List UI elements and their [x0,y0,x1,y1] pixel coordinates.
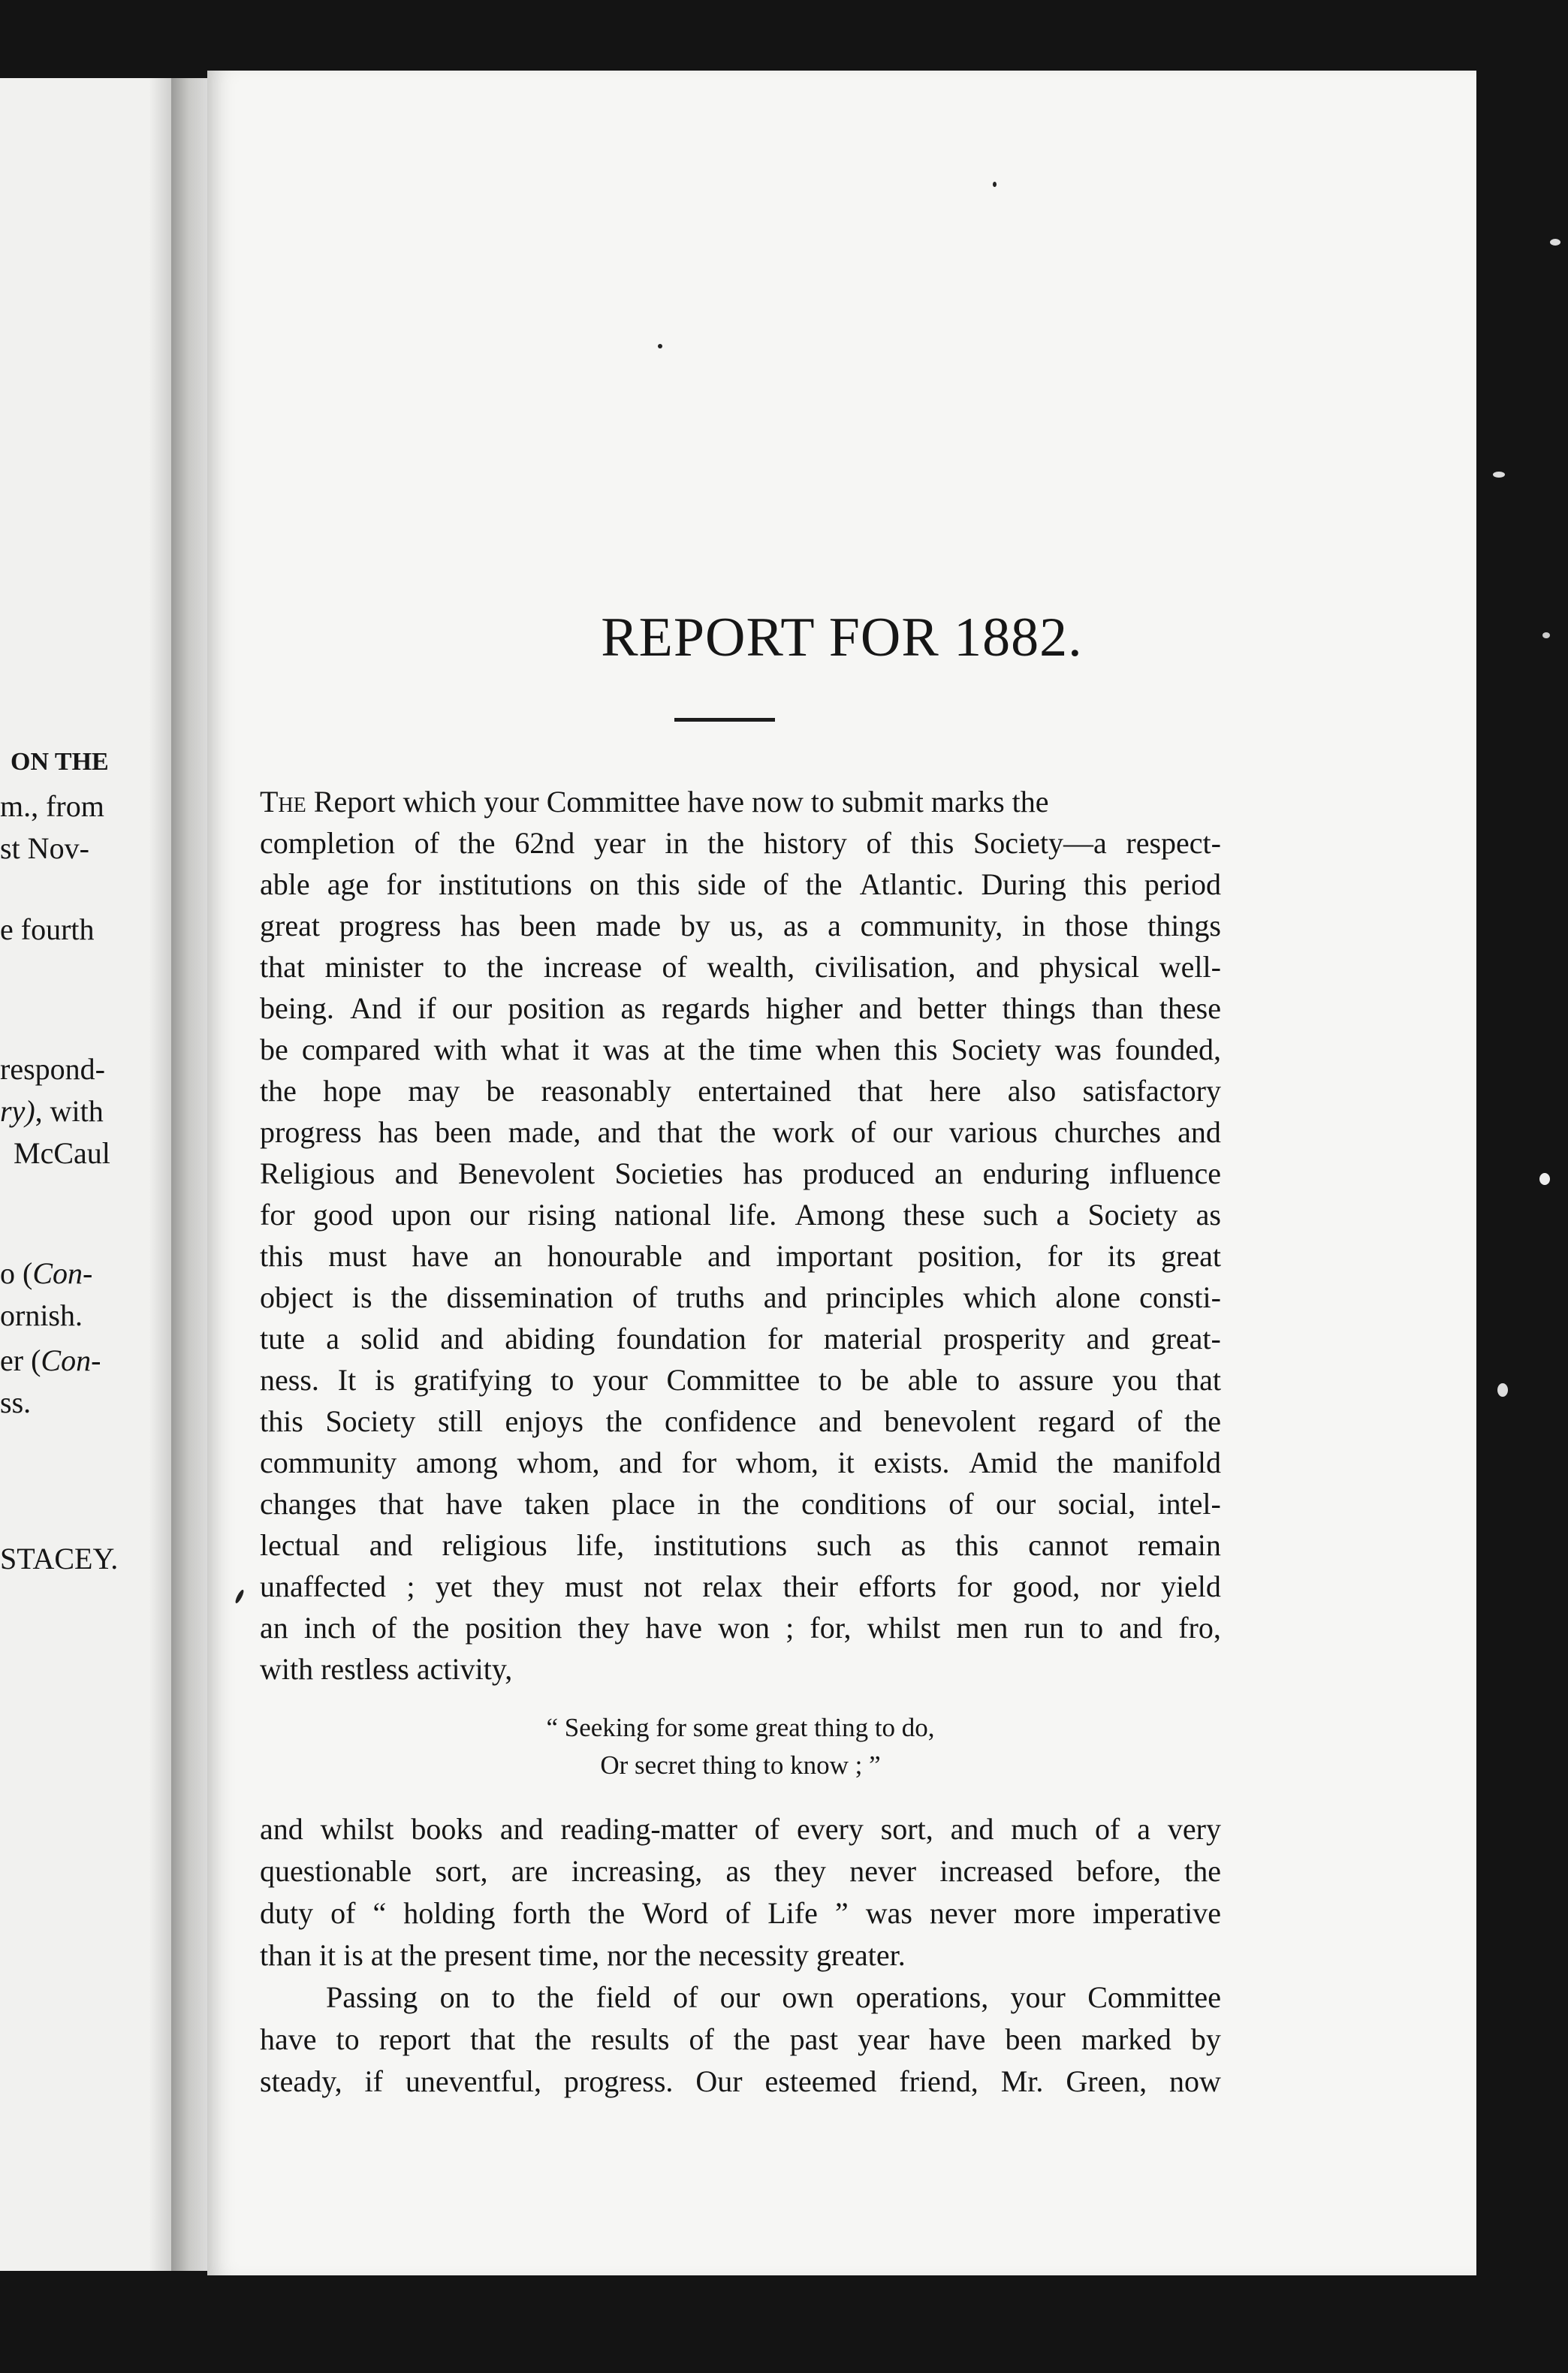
paragraph-2 [260,1808,1221,2103]
paragraph-3-line: have to report that the results of the past year have been marked by [260,2022,1221,2056]
paragraph-2-line: duty of “ holding forth the Word of Life ” was never more imperative [260,1896,1221,1930]
scan-speck [1497,1383,1508,1397]
paragraph-3-line: Passing on to the field of our own operations, your Committee [326,1980,1221,2014]
left-page-line: STACEY. [0,1542,119,1575]
verse-quote [260,1690,1221,1802]
left-page-line: McCaul [14,1136,110,1170]
left-page-line: ON THE [11,748,109,776]
scan-speck [1542,632,1550,638]
paragraph-1-line: this Society still enjoys the confidence and benevolent regard of the [260,1404,1221,1438]
report-body [260,781,1221,2103]
paragraph-1-line: tute a solid and abiding foundation for material prosperity and great- [260,1322,1221,1355]
quote-line-2: Or secret thing to know ; ” [600,1750,881,1780]
left-page-line: e fourth [0,912,95,946]
paragraph-1-line: this must have an honourable and important position, for its great [260,1239,1221,1273]
paragraph-2-line: questionable sort, are increasing, as they never increased before, the [260,1854,1221,1888]
paragraph-3-line: steady, if uneventful, progress. Our esteemed friend, Mr. Green, now [260,2064,1221,2098]
left-page-line: er (Con- [0,1343,101,1377]
paragraph-1-line: changes that have taken place in the conditions of our social, intel- [260,1487,1221,1521]
paragraph-1-line: the hope may be reasonably entertained that here also satisfactory [260,1074,1221,1108]
paragraph-1-line: progress has been made, and that the work of our various churches and [260,1115,1221,1149]
paragraph-2-lines [260,1808,1221,1934]
paragraph-1-line: an inch of the position they have won ; for, whilst men run to and fro, [260,1611,1221,1645]
report-page [207,71,1476,2275]
left-page-line: ry), with [0,1094,104,1128]
paragraph-1-lines [260,822,1221,1648]
scan-speck [1550,239,1560,246]
paragraph-3 [260,1976,1221,2103]
left-page-line: st Nov- [0,831,89,865]
paragraph-1-line: being. And if our position as regards higher and better things than these [260,991,1221,1025]
paragraph-1-line: lectual and religious life, institutions such as this cannot remain [260,1528,1221,1562]
scan-speck [1493,472,1505,478]
paragraph-2-last-line: than it is at the present time, nor the necessity greater. [260,1938,906,1972]
paragraph-1-line-1 [260,781,1221,822]
scan-speck [1539,1173,1550,1185]
book-gutter [171,78,210,2271]
paragraph-1-line: unaffected ; yet they must not relax their efforts for good, nor yield [260,1569,1221,1603]
paragraph-1-line: Religious and Benevolent Societies has produced an enduring influence [260,1156,1221,1190]
paragraph-1-last-line: with restless activity, [260,1652,513,1686]
left-page-line: respond- [0,1052,105,1086]
paragraph-1-line: that minister to the increase of wealth, civilisation, and physical well- [260,950,1221,984]
left-page-line: ss. [0,1386,32,1419]
paragraph-1-line: ness. It is gratifying to your Committee to be able to assure you that [260,1363,1221,1397]
left-page-line: o (Con- [0,1256,93,1290]
page-title: REPORT FOR 1882. [601,607,1083,668]
paragraph-1-line: community among whom, and for whom, it exists. Amid the manifold [260,1446,1221,1479]
left-page-line: m., from [0,789,104,823]
scan-speck [658,344,662,348]
drop-word: The [260,785,306,819]
paragraph-1-line: be compared with what it was at the time when this Society was founded, [260,1033,1221,1066]
paragraph-1-line: completion of the 62nd year in the history of this Society—a respect- [260,826,1221,860]
paragraph-1-line: able age for institutions on this side of the Atlantic. During this period [260,867,1221,901]
paragraph-1-line: for good upon our rising national life. Among these such a Society as [260,1198,1221,1232]
quote-line-1: “ Seeking for some great thing to do, [546,1713,935,1742]
paragraph-2-line: and whilst books and reading-matter of every sort, and much of a very [260,1812,1221,1846]
left-page-line: ornish. [0,1298,83,1332]
left-page-fragment [0,78,174,2271]
scan-speck [993,182,997,187]
paragraph-1 [260,781,1221,1690]
paragraph-1-line: object is the dissemination of truths and principles which alone consti- [260,1280,1221,1314]
first-line-rest: Report which your Committee have now to submit marks the [306,785,1049,819]
title-rule [674,718,775,722]
paragraph-1-line: great progress has been made by us, as a community, in those things [260,909,1221,942]
